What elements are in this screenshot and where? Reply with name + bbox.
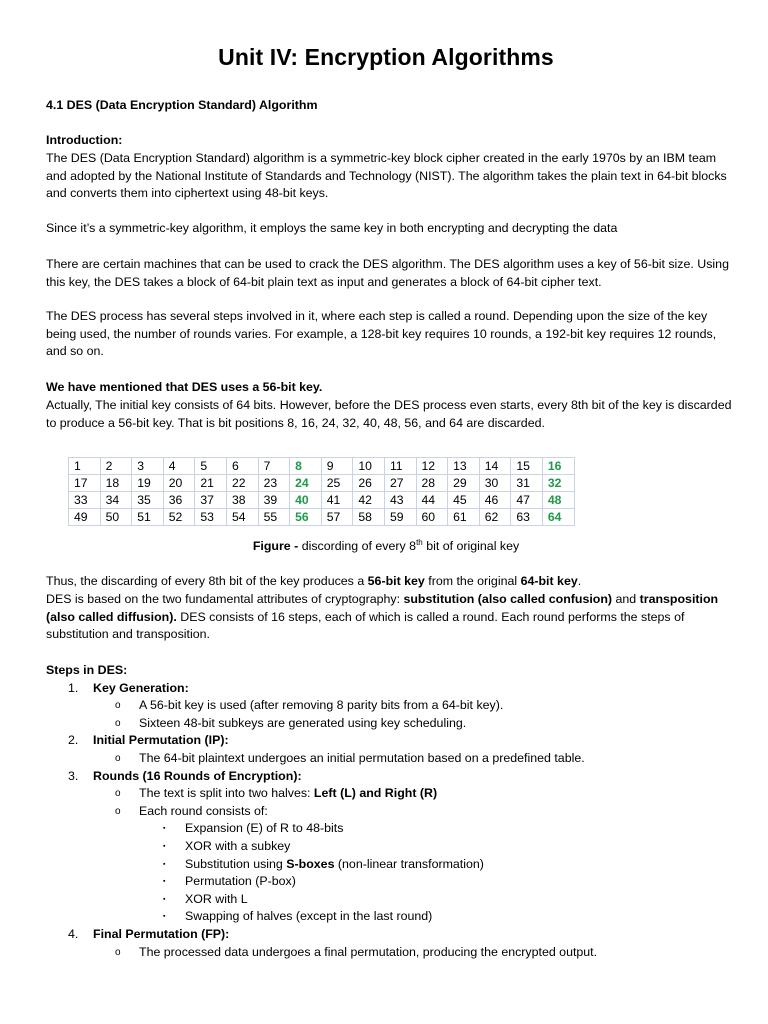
step-detail: The 64-bit plaintext undergoes an initial permutation based on a predefined table. — [139, 750, 585, 765]
circle-bullet-icon: o — [115, 946, 121, 958]
table-cell: 24 — [290, 475, 322, 492]
step-title: Key Generation: — [93, 680, 189, 695]
table-cell: 40 — [290, 492, 322, 509]
list-item — [46, 680, 736, 698]
table-cell: 35 — [132, 492, 164, 509]
list-item — [46, 891, 736, 909]
figure-caption — [46, 538, 726, 553]
table-cell: 36 — [163, 492, 195, 509]
table-cell: 53 — [195, 509, 227, 526]
table-cell: 17 — [69, 475, 101, 492]
table-cell: 8 — [290, 458, 322, 475]
attributes-text-1: DES is based on the two fundamental attributes of cryptography: — [46, 592, 404, 606]
table-cell: 5 — [195, 458, 227, 475]
step-detail: Each round consists of: — [139, 803, 268, 818]
section-heading: 4.1 DES (Data Encryption Standard) Algorithm — [46, 98, 318, 112]
attributes-text-3: DES consists of 16 steps, each of which is called a round. Each round performs the steps of substitution and transposition. — [46, 609, 685, 642]
table-cell: 26 — [353, 475, 385, 492]
table-cell: 43 — [384, 492, 416, 509]
sub-step: Permutation (P-box) — [185, 874, 296, 889]
table-cell: 39 — [258, 492, 290, 509]
table-row — [69, 458, 575, 475]
intro-paragraph-3: There are certain machines that can be used to crack the DES algorithm. The DES algorithm uses a key of 56-bit size. Using this key, the DES takes a block of 64-bit plain text as input and generates a block of 64-bit cipher text. — [46, 257, 729, 289]
table-cell: 13 — [448, 458, 480, 475]
step-detail: A 56-bit key is used (after removing 8 parity bits from a 64-bit key). — [139, 698, 504, 713]
table-cell: 16 — [542, 458, 574, 475]
sub-step: XOR with L — [185, 891, 248, 906]
list-item — [46, 820, 736, 838]
circle-bullet-icon: o — [115, 805, 121, 817]
step-detail-bold: Left (L) and Right (R) — [313, 786, 438, 801]
circle-bullet-icon: o — [115, 717, 121, 729]
circle-bullet-icon: o — [115, 700, 121, 712]
table-cell: 44 — [416, 492, 448, 509]
figure-caption-sup: th — [416, 538, 423, 547]
table-cell: 7 — [258, 458, 290, 475]
list-item — [46, 926, 736, 944]
table-cell: 51 — [132, 509, 164, 526]
table-cell: 52 — [163, 509, 195, 526]
list-item — [46, 856, 736, 874]
table-cell: 31 — [511, 475, 543, 492]
square-bullet-icon: ▪ — [163, 913, 166, 921]
circle-bullet-icon: o — [115, 752, 121, 764]
table-cell: 48 — [542, 492, 574, 509]
sub-step — [185, 856, 484, 874]
intro-paragraph-1: The DES (Data Encryption Standard) algorithm is a symmetric-key block cipher created in the early 1970s by an IBM team and adopted by the National Institute of Standards and Technology (NIST). The algorithm takes the plain text in 64-bit blocks and converts them into ciphertext using 48-bit keys. — [46, 151, 727, 201]
table-cell: 23 — [258, 475, 290, 492]
table-cell: 62 — [479, 509, 511, 526]
square-bullet-icon: ▪ — [163, 860, 166, 868]
table-cell: 56 — [290, 509, 322, 526]
attributes-text-2: and — [612, 592, 640, 606]
table-cell: 55 — [258, 509, 290, 526]
list-item — [46, 768, 736, 786]
list-number: 4. — [68, 926, 79, 941]
table-cell: 14 — [479, 458, 511, 475]
list-item — [46, 873, 736, 891]
table-cell: 21 — [195, 475, 227, 492]
table-cell: 32 — [542, 475, 574, 492]
table-cell: 64 — [542, 509, 574, 526]
table-cell: 41 — [321, 492, 353, 509]
list-item — [46, 732, 736, 750]
sub-step: Swapping of halves (except in the last round) — [185, 909, 433, 924]
discard-paragraph — [46, 573, 736, 591]
table-cell: 10 — [353, 458, 385, 475]
table-row — [69, 475, 575, 492]
table-cell: 38 — [226, 492, 258, 509]
table-cell: 29 — [448, 475, 480, 492]
table-cell: 46 — [479, 492, 511, 509]
key-heading: We have mentioned that DES uses a 56-bit key. — [46, 380, 323, 394]
table-cell: 33 — [69, 492, 101, 509]
step-detail: Sixteen 48-bit subkeys are generated using key scheduling. — [139, 715, 467, 730]
table-cell: 20 — [163, 475, 195, 492]
table-cell: 30 — [479, 475, 511, 492]
square-bullet-icon: ▪ — [163, 825, 166, 833]
page-title: Unit IV: Encryption Algorithms — [218, 44, 554, 70]
intro-paragraph-2: Since it’s a symmetric-key algorithm, it employs the same key in both encrypting and decrypting the data — [46, 221, 618, 235]
intro-heading: Introduction: — [46, 133, 123, 147]
table-cell: 15 — [511, 458, 543, 475]
list-item — [46, 838, 736, 856]
key-bits-table — [68, 457, 575, 526]
list-item — [46, 715, 736, 733]
square-bullet-icon: ▪ — [163, 878, 166, 886]
table-cell: 2 — [100, 458, 132, 475]
circle-bullet-icon: o — [115, 788, 121, 800]
figure-caption-text: discording of every 8 — [301, 539, 417, 554]
key-paragraph: Actually, The initial key consists of 64 bits. However, before the DES process even starts, every 8th bit of the key is discarded to produce a 56-bit key. That is bit positions 8, 16, 24, 32, 40, 48, 56, and 64 are discarded. — [46, 398, 732, 430]
attributes-bold-2: transposition (also called diffusion). — [46, 592, 719, 624]
table-cell: 42 — [353, 492, 385, 509]
table-cell: 63 — [511, 509, 543, 526]
table-cell: 49 — [69, 509, 101, 526]
sub-step-tail: (non-linear transformation) — [334, 856, 484, 871]
table-cell: 50 — [100, 509, 132, 526]
table-cell: 59 — [384, 509, 416, 526]
table-row — [69, 509, 575, 526]
table-cell: 11 — [384, 458, 416, 475]
table-cell: 58 — [353, 509, 385, 526]
table-cell: 28 — [416, 475, 448, 492]
sub-step: XOR with a subkey — [185, 838, 291, 853]
table-cell: 47 — [511, 492, 543, 509]
discard-text-1: Thus, the discarding of every 8th bit of the key produces a — [46, 574, 368, 588]
step-title: Initial Permutation (IP): — [93, 733, 229, 748]
sub-step: Expansion (E) of R to 48-bits — [185, 821, 344, 836]
step-detail-text: The text is split into two halves: — [139, 786, 314, 801]
sub-step-bold: S-boxes — [286, 856, 335, 871]
list-item — [46, 944, 736, 962]
list-item — [46, 697, 736, 715]
steps-list — [46, 662, 736, 961]
list-item — [46, 908, 736, 926]
square-bullet-icon: ▪ — [163, 895, 166, 903]
table-cell: 12 — [416, 458, 448, 475]
list-number: 1. — [68, 680, 79, 695]
table-cell: 1 — [69, 458, 101, 475]
discard-bold-2: 64-bit key — [520, 574, 578, 588]
discard-text-2: from the original — [424, 574, 521, 588]
step-detail — [139, 785, 437, 803]
figure-label: Figure - — [252, 539, 299, 554]
sub-step-text: Substitution using — [185, 856, 287, 871]
table-row — [69, 492, 575, 509]
table-cell: 54 — [226, 509, 258, 526]
list-number: 2. — [68, 733, 79, 748]
table-cell: 9 — [321, 458, 353, 475]
table-cell: 27 — [384, 475, 416, 492]
square-bullet-icon: ▪ — [163, 842, 166, 850]
step-detail: The processed data undergoes a final permutation, producing the encrypted output. — [139, 944, 598, 959]
table-cell: 18 — [100, 475, 132, 492]
list-item — [46, 785, 736, 803]
table-cell: 19 — [132, 475, 164, 492]
table-cell: 6 — [226, 458, 258, 475]
figure-caption-tail: bit of original key — [426, 539, 520, 554]
table-cell: 4 — [163, 458, 195, 475]
table-cell: 25 — [321, 475, 353, 492]
step-title: Rounds (16 Rounds of Encryption): — [93, 768, 302, 783]
step-title: Final Permutation (FP): — [93, 926, 230, 941]
attributes-paragraph — [46, 591, 736, 644]
list-item — [46, 803, 736, 821]
discard-bold-1: 56-bit key — [367, 574, 425, 588]
table-cell: 34 — [100, 492, 132, 509]
table-cell: 3 — [132, 458, 164, 475]
list-item — [46, 750, 736, 768]
table-cell: 37 — [195, 492, 227, 509]
table-cell: 57 — [321, 509, 353, 526]
discard-text-3: . — [577, 574, 582, 588]
intro-paragraph-4: The DES process has several steps involved in it, where each step is called a round. Depending upon the size of the key being used, the number of rounds varies. For example, a 128-bit key requires 10 rounds, a 192-bit key requires 12 rounds, and so on. — [46, 309, 717, 359]
list-number: 3. — [68, 768, 79, 783]
steps-heading: Steps in DES: — [46, 663, 128, 677]
table-cell: 45 — [448, 492, 480, 509]
table-cell: 22 — [226, 475, 258, 492]
table-cell: 61 — [448, 509, 480, 526]
table-cell: 60 — [416, 509, 448, 526]
attributes-bold-1: substitution (also called confusion) — [403, 592, 613, 606]
